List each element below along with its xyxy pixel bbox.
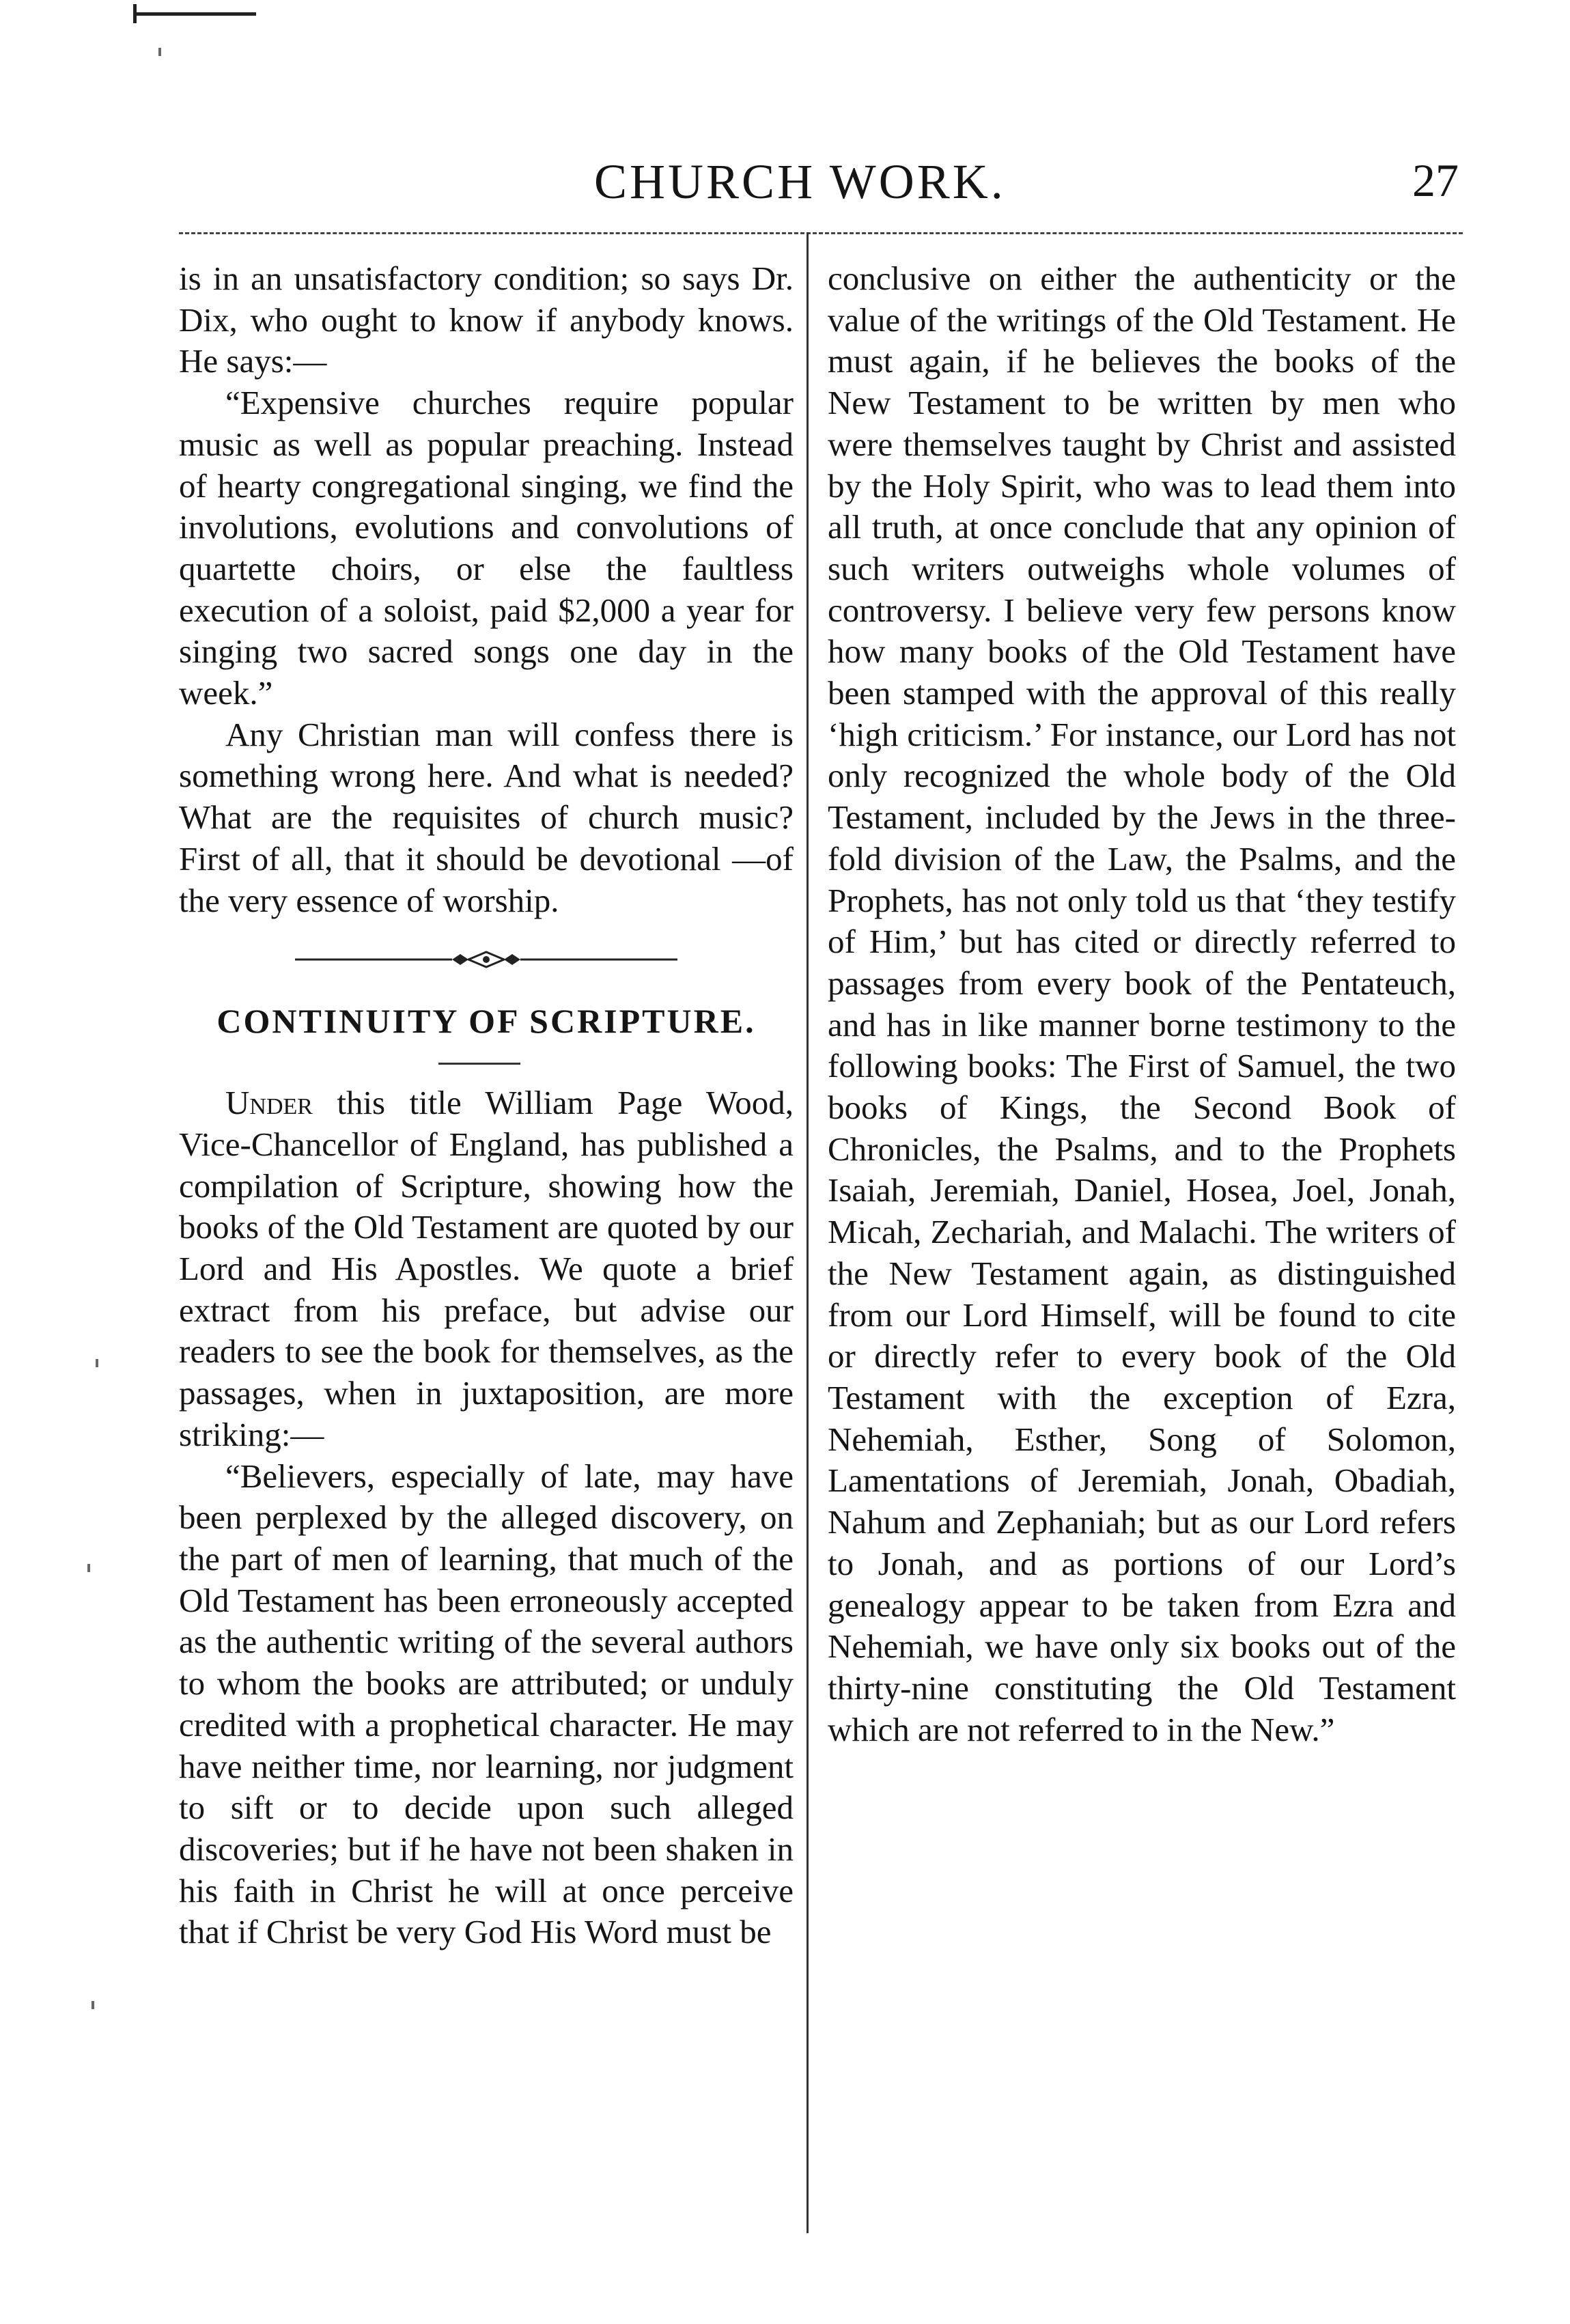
top-edge-tick (133, 4, 137, 23)
article-paragraph (179, 1082, 794, 1455)
print-speck (158, 48, 161, 56)
paragraph: Any Christian man will confess there is something wrong here. And what is needed? What are the requisites of church music? First of all, that it should be devotional —of the very essence of worship. (179, 715, 794, 919)
top-edge-rule (133, 12, 256, 16)
header-rule (179, 232, 1463, 234)
section-heading: CONTINUITY OF SCRIPTURE. (216, 1002, 756, 1041)
drop-lead-word: Under (225, 1084, 313, 1122)
print-speck (92, 2001, 94, 2009)
heading-underline (179, 1044, 794, 1082)
left-column (179, 258, 794, 1953)
right-column (828, 258, 1456, 1750)
print-speck (87, 1564, 90, 1572)
paragraph: conclusive on either the authenticity or the value of the writings of the Old Testament. He must again, if he believes the books of the New Testament to be written by men who were themselves taught by Christ and assisted by the Holy Spirit, who was to lead them into all truth, at once conclude that any opinion of such writers outweighs whole volumes of controversy. I believe very few persons know how many books of the Old Testament have been stamped with the approval of this really ‘high criticism.’ For instance, our Lord has not only recognized the whole body of the Old Testament, included by the Jews in the three-fold division of the Law, the Psalms, and the Prophets, has not only told us that ‘they testify of Him,’ but has cited or directly referred to passages from every book of the Pentateuch, and has in like manner borne testimony to the following books: The First of Samuel, the two books of Kings, the Second Book of Chronicles, the Psalms, and to the Prophets Isaiah, Jeremiah, Daniel, Hosea, Joel, Jonah, Micah, Zechariah, and Malachi. The writers of the New Testament again, as distinguished from our Lord Himself, will be found to cite or directly refer to every book of the Old Testament with the exception of Ezra, Nehemiah, Esther, Song of Solomon, Lamentations of Jeremiah, Jonah, Obadiah, Nahum and Zephaniah; but as our Lord refers to Jonah, and as portions of our Lord’s genealogy appear to be taken from Ezra and Nehemiah, we have only six books out of the thirty-nine constituting the Old Testament which are not referred to in the New.” (828, 260, 1456, 1748)
paragraph: is in an unsatisfactory condition; so says Dr. Dix, who ought to know if anybody knows. He says:— (179, 260, 794, 380)
ornament-rule-icon (281, 949, 691, 970)
paragraph: “Expensive churches require popular music as well as popular preaching. Instead of hearty congregational singing, we find the involutions, evolutions and convolutions of quartette choirs, or else the faultless execution of a soloist, paid $2,000 a year for singing two sacred songs one day in the week.” (179, 384, 794, 712)
article-text: this title William Page Wood, Vice-Chancellor of England, has published a compilation of Scripture, showing how the books of the Old Testament are quoted by our Lord and His Apostles. We quote a brief extract from his preface, but advise our readers to see the book for themselves, as the passages, when in juxtaposition, are more striking:— (179, 1084, 794, 1453)
section-ornament (179, 921, 794, 998)
column-divider (807, 232, 809, 2233)
running-title: CHURCH WORK. (594, 154, 1006, 209)
print-speck (96, 1359, 98, 1367)
quote-paragraph: “Believers, especially of late, may have been perplexed by the alleged discovery, on the part of men of learning, that much of the Old Testament has been erroneously accepted as the authentic writing of the several authors to whom the books are attributed; or unduly credited with a prophetical character. He may have neither time, nor learning, nor judgment to sift or to decide upon such alleged discoveries; but if he have not been shaken in his faith in Christ he will at once perceive that if Christ be very God His Word must be (179, 1457, 794, 1951)
page-number: 27 (1412, 154, 1459, 206)
